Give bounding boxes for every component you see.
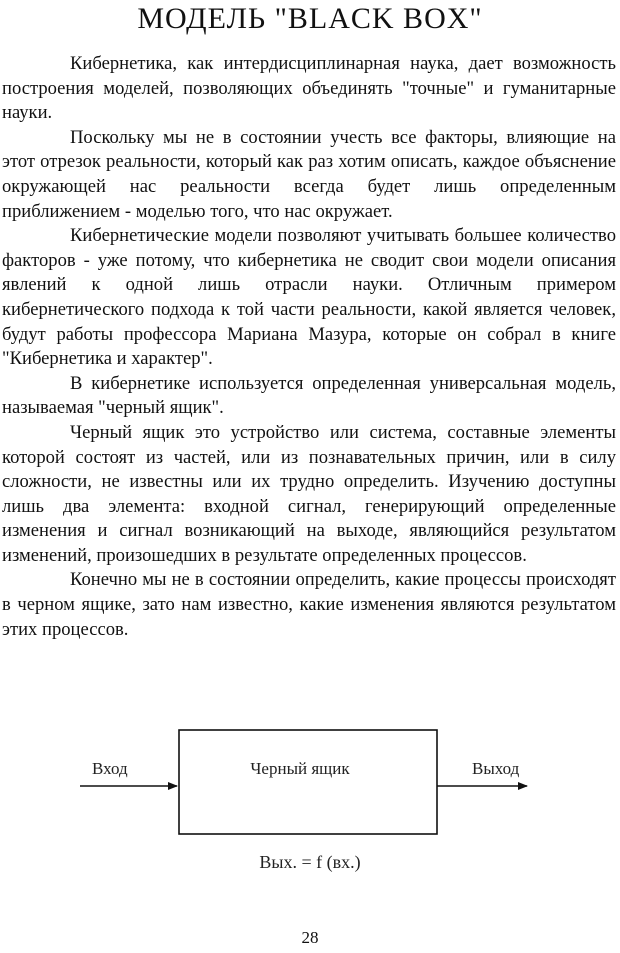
paragraph: Черный ящик это устройство или система, составные элементы которой состоят из частей, или из познавательных причин, или в силу сложности, не известны или их трудно определить. Изучению доступны лишь два элемента: входной сигнал, генерирующий определенные изменения и сигнал возникающий на выходе, являющийся результатом изменений, произошедших в результате определенных процессов. bbox=[2, 421, 616, 566]
paragraph: В кибернетике используется определенная универсальная модель, называемая "черный ящик". bbox=[2, 372, 616, 419]
input-label: Вход bbox=[92, 759, 128, 778]
formula: Вых. = f (вх.) bbox=[259, 852, 361, 872]
paragraph: Кибернетические модели позволяют учитывать большее количество факторов - уже потому, что кибернетика не сводит свои модели описания явлений к одной лишь отрасли науки. Отличным примером кибернетического подхода к той части реальности, какой является человек, будут работы профессора Мариана Мазура, которые он собрал в книге "Кибернетика и характер". bbox=[2, 225, 616, 370]
box-label: Черный ящик bbox=[250, 759, 350, 778]
page-title: МОДЕЛЬ "BLACK BOX" bbox=[137, 2, 483, 35]
paragraph: Конечно мы не в состоянии определить, какие процессы происходят в черном ящике, зато нам известно, какие изменения являются результатом этих процессов. bbox=[2, 569, 616, 640]
body-text bbox=[2, 52, 616, 642]
output-label: Выход bbox=[472, 759, 520, 778]
black-box bbox=[179, 730, 437, 834]
page-number: 28 bbox=[301, 928, 319, 947]
paragraph: Кибернетика, как интердисциплинарная наука, дает возможность построения моделей, позволяющих объединять "точные" и гуманитарные науки. bbox=[2, 53, 616, 124]
black-box-diagram bbox=[0, 726, 620, 886]
paragraph: Поскольку мы не в состоянии учесть все факторы, влияющие на этот отрезок реальности, который как раз хотим описать, каждое объяснение окружающей нас реальности всегда будет лишь определенным приближением - моделью того, что нас окружает. bbox=[2, 126, 616, 222]
